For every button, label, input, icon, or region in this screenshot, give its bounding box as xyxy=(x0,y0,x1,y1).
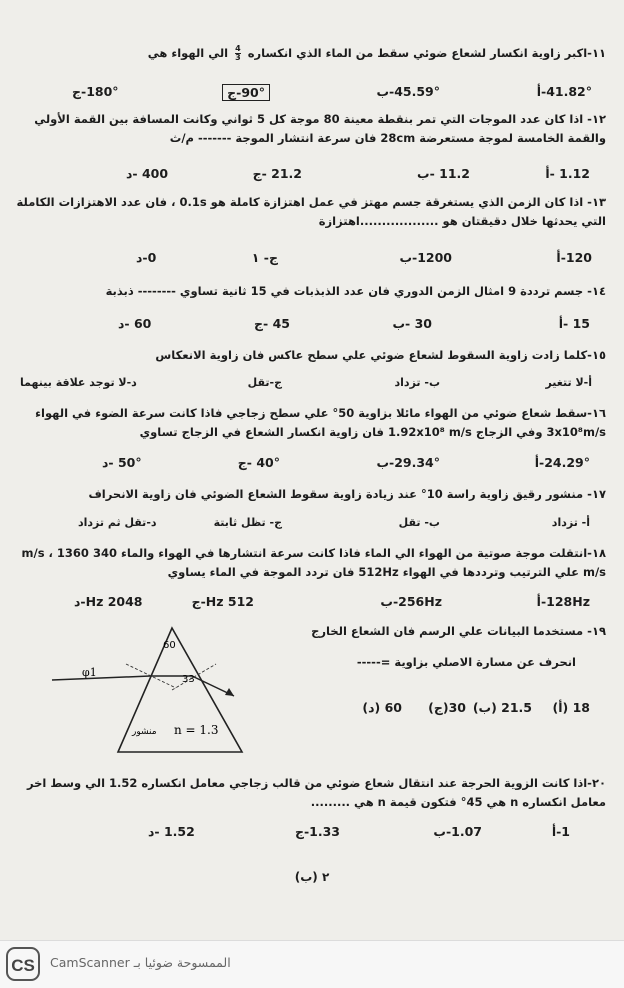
question-19-text: ١٩- مستخدما البيانات علي الرسم فان الشعاع الخارج xyxy=(311,624,606,638)
question-20: ٢٠-اذا كانت الزوية الحرجة عند انتقال شعاع ضوئي من قالب زجاجي معامل انكساره 1.52 الي وسط اخر معامل انكساره n هي 45° فتكون قيمة n هي ......... xyxy=(26,776,606,809)
option-b[interactable]: ب- تقل xyxy=(398,516,440,529)
option-a[interactable]: 1.12 -أ xyxy=(545,166,590,181)
camscanner-logo-icon: CS xyxy=(6,947,40,981)
option-c[interactable]: ج-تقل xyxy=(247,376,282,389)
question-19 xyxy=(300,622,606,672)
apex-angle-label: 60 xyxy=(163,640,176,651)
option-d[interactable]: 50° -د xyxy=(102,455,142,470)
incident-ray xyxy=(52,676,150,680)
page-number: ٢ (ب) xyxy=(294,870,330,884)
option-c[interactable]: ج- ١ xyxy=(251,250,278,265)
prism-diagram xyxy=(22,624,262,764)
question-16: ١٦-سقط شعاع ضوئي من الهواء مائلا بزاوية 50° علي سطح زجاجي فاذا كانت سرعة الضوء في الهواء 3x10⁸m/s وفي الزجاج 1.92x10⁸ m/s فان زاوية انكسار الشعاع في الزجاج تساوي xyxy=(35,406,606,439)
angle-33-label: 33 xyxy=(182,674,195,685)
option-a[interactable]: 1-أ xyxy=(551,824,570,839)
option-a[interactable]: أ- تزداد xyxy=(551,516,590,529)
option-b[interactable]: 11.2 -ب xyxy=(417,166,470,181)
option-c[interactable]: 40° -ج xyxy=(237,455,280,470)
question-17: ١٧- منشور رقيق زاوية راسة 10° عند زيادة زاوية سقوط الشعاع الضوئي فان زاوية الانحراف xyxy=(88,487,606,501)
option-b[interactable]: 21.5 (ب) xyxy=(472,700,532,715)
question-17-options xyxy=(14,516,610,536)
question-11-text-a: ١١-اكبر زاوية انكسار لشعاع ضوئي سقط من الماء الذي انكساره xyxy=(247,46,606,60)
option-d[interactable]: 2048 Hz-د xyxy=(74,594,143,609)
question-12-options xyxy=(14,166,610,186)
option-c-circled[interactable]: 90°-ج xyxy=(222,84,270,101)
option-d[interactable]: د-تقل ثم تزداد xyxy=(78,516,157,529)
question-16-options xyxy=(14,455,610,475)
question-13-options xyxy=(14,250,610,270)
option-a[interactable]: 120-أ xyxy=(556,250,592,265)
option-b[interactable]: ب- تزداد xyxy=(394,376,440,389)
question-14: ١٤- جسم ترددة 9 امثال الزمن الدوري فان عدد الذبذبات في 15 ثانية تساوي -------- ذبذبة xyxy=(105,284,606,298)
option-a[interactable]: أ-لا تتغير xyxy=(545,376,592,389)
question-19-text-2: انحرف عن مسارة الاصلي بزاوية =----- xyxy=(356,655,576,669)
option-d[interactable]: 400 -د xyxy=(126,166,169,181)
question-15-options xyxy=(14,376,610,396)
question-18: ١٨-انتقلت موجة صوتية من الهواء الي الماء فاذا كانت سرعة انتشارها في الهواء والماء 340 m/s ، 1360 m/s علي الترتيب وترددها في الهواء 512Hz فان تردد الموجة في الماء يساوي xyxy=(21,546,606,579)
option-d[interactable]: 180°-ج xyxy=(72,84,119,99)
option-d[interactable]: د-لا توجد علاقة بينهما xyxy=(20,376,137,389)
refractive-index-label: n = 1.3 xyxy=(174,723,219,737)
option-b[interactable]: 45.59°-ب xyxy=(376,84,440,99)
question-13: ١٣- اذا كان الزمن الذي يستغرقة جسم مهتز في عمل اهتزازة كاملة هو 0.1s ، فان عدد الاهتزازات الكاملة التي يحدثها خلال دقيقتان هو ..................اهتزازة xyxy=(16,195,606,228)
option-a[interactable]: 128Hz-أ xyxy=(536,594,590,609)
option-d[interactable]: 1.52 -د xyxy=(148,824,195,839)
option-c[interactable]: ج- تظل ثابتة xyxy=(213,516,282,529)
option-d[interactable]: 60 -د xyxy=(118,316,152,331)
question-15: ١٥-كلما زادت زاوية السقوط لشعاع ضوئي علي سطح عاكس فان زاوية الانعكاس xyxy=(155,348,606,362)
option-a[interactable]: 18 (أ) xyxy=(552,700,590,715)
scanner-footer xyxy=(0,940,624,988)
option-b[interactable]: 256Hz-ب xyxy=(380,594,442,609)
question-20-options xyxy=(14,824,610,844)
option-b[interactable]: 29.34°-ب xyxy=(376,455,440,470)
option-a[interactable]: 41.82°-أ xyxy=(536,84,592,99)
option-c[interactable]: 30(ج) xyxy=(428,700,466,715)
question-11-text-b: الي الهواء هي xyxy=(147,46,229,60)
option-c[interactable]: 45 -ج xyxy=(254,316,290,331)
option-d[interactable]: 0-د xyxy=(136,250,157,265)
option-d[interactable]: 60 (د) xyxy=(362,700,402,715)
fraction-four-thirds: $\frac{4}{3}$ xyxy=(235,44,241,62)
camscanner-caption: الممسوحة ضوئيا بـ CamScanner xyxy=(50,955,231,970)
prism-label: منشور xyxy=(132,727,157,737)
question-11-options xyxy=(14,84,610,104)
option-c[interactable]: 1.33-ج xyxy=(294,824,340,839)
option-a[interactable]: 15 -أ xyxy=(558,316,590,331)
option-c[interactable]: 21.2 -ج xyxy=(252,166,302,181)
option-b[interactable]: 30 -ب xyxy=(392,316,432,331)
option-b[interactable]: 1.07-ب xyxy=(433,824,482,839)
option-c[interactable]: 512 Hz-ج xyxy=(191,594,254,609)
question-19-options xyxy=(330,700,610,720)
question-12: ١٢- اذا كان عدد الموجات التي تمر بنقطة معينة 80 موجة كل 5 ثواني وكانت المسافة بين القمة الأولي والقمة الخامسة لموجة مستعرضة 28cm فان سرعة انتشار الموجة ------- م/ث xyxy=(34,112,606,145)
question-11 xyxy=(14,44,606,63)
question-14-options xyxy=(14,316,610,336)
option-b[interactable]: 1200-ب xyxy=(399,250,452,265)
incidence-angle-label: φ1 xyxy=(82,666,97,679)
option-a[interactable]: 24.29°-أ xyxy=(534,455,590,470)
question-18-options xyxy=(14,594,610,614)
